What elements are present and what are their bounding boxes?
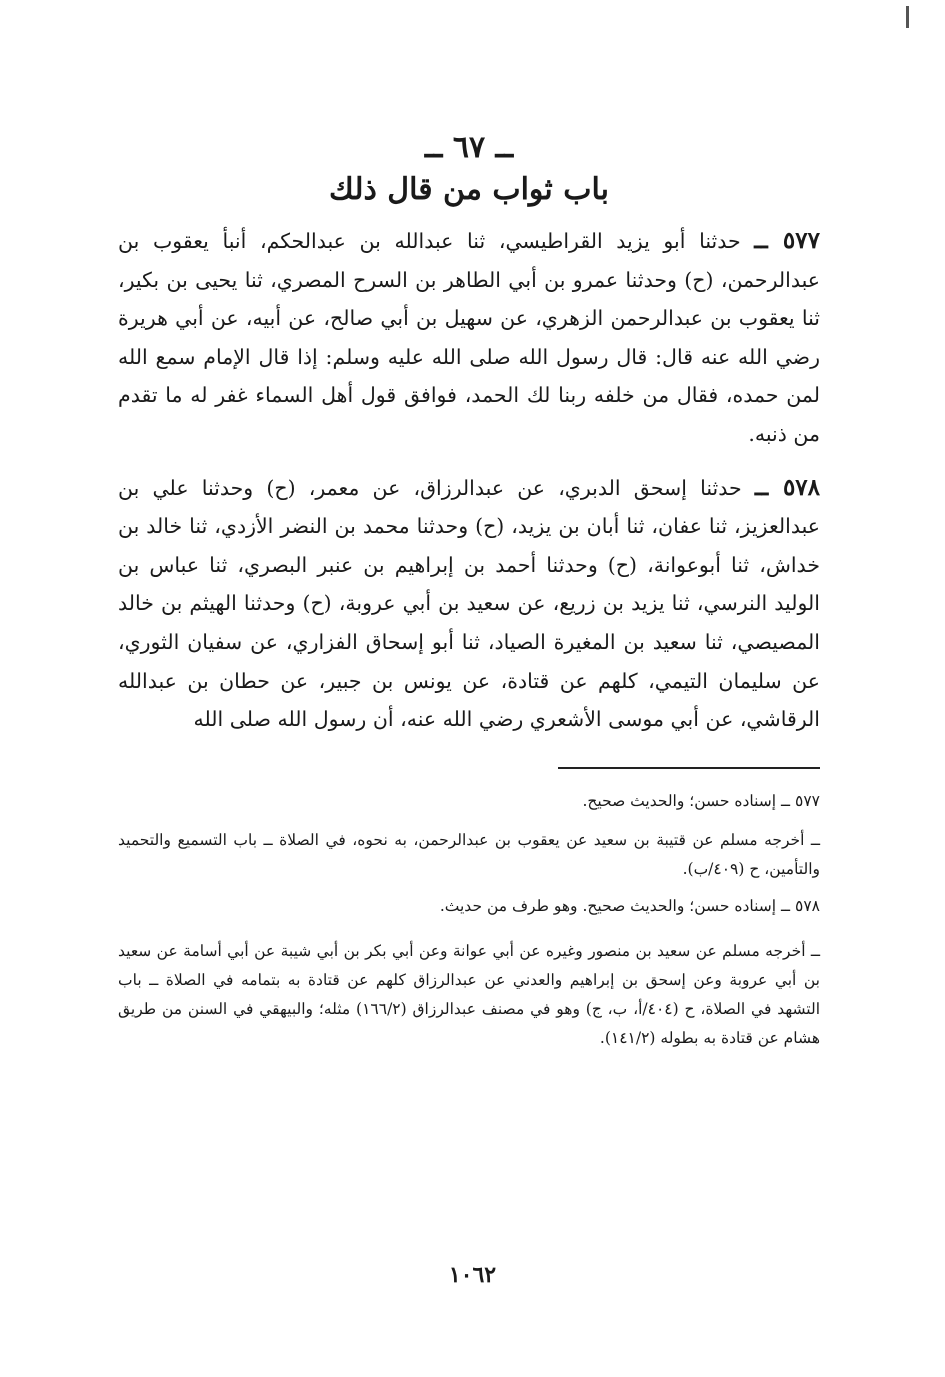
footnote-578-head (118, 892, 820, 921)
footnote-number: ٥٧٨ ــ (781, 896, 820, 915)
footnote-grading: إسناده حسن؛ والحديث صحيح. (582, 791, 777, 810)
chapter-title: باب ثواب من قال ذلك (329, 172, 609, 207)
hadith-578 (118, 469, 820, 739)
hadith-number: ٥٧٧ ــ (754, 227, 820, 254)
hadith-text: حدثنا أبو يزيد القراطيسي، ثنا عبدالله بن عبدالحكم، أنبأ يعقوب بن عبدالرحمن، (ح) وحدثنا عمرو بن أبي الطاهر بن السرح المصري، ثنا يحيى بن بكير، ثنا يعقوب بن عبدالرحمن الزهري، عن سهيل بن أبي صالح، عن أبيه، عن أبي هريرة رضي الله عنه قال: قال رسول الله صلى الله عليه وسلم: إذا قال الإمام سمع الله لمن حمده، فقال من خلفه ربنا لك الحمد، فوافق قول أهل السماء غفر له ما تقدم من ذنبه. (118, 229, 820, 446)
footnote-divider (558, 767, 820, 769)
footnote-577-head (118, 787, 820, 816)
footnote-578-source: ــ أخرجه مسلم عن سعيد بن منصور وغيره عن أبي عوانة وعن أبي بكر بن أبي شيبة عن أبي أسامة عن سعيد بن أبي عروبة وعن إسحق بن إبراهيم والعدني عن عبدالرزاق كلهم عن قتادة به بتمامه في الصلاة ــ باب التشهد في الصلاة، ح (٤٠٤/أ، ب، ج) وهو في مصنف عبدالرزاق (١٦٦/٢) مثله؛ والبيهقي في السنن من طريق هشام عن قتادة به بطوله (١٤١/٢). (118, 941, 821, 1047)
document-page (118, 128, 820, 1061)
hadith-text: حدثنا إسحق الدبري، عن عبدالرزاق، عن معمر، (ح) وحدثنا علي بن عبدالعزيز، ثنا عفان، ثنا أبان بن يزيد، (ح) وحدثنا محمد بن النضر الأزدي، ثنا خالد بن خداش، ثنا أبوعوانة، (ح) وحدثنا أحمد بن إبراهيم بن عنبر البصري، ثنا عباس بن الوليد النرسي، ثنا يزيد بن زريع، عن سعيد بن أبي عروبة، (ح) وحدثنا الهيثم بن خالد المصيصي، ثنا سعيد بن المغيرة الصياد، ثنا أبو إسحاق الفزاري، عن سفيان الثوري، عن سليمان التيمي، كلهم عن قتادة، عن يونس بن جبير، عن حطان بن عبدالله الرقاشي، عن أبي موسى الأشعري رضي الله عنه، أن رسول الله صلى الله (118, 475, 820, 732)
scan-edge-mark (906, 6, 909, 28)
section-number: ــ ٦٧ ــ (424, 130, 514, 165)
page-number: ١٠٦٢ (448, 1262, 497, 1288)
footnote-grading: إسناده حسن؛ والحديث صحيح. وهو طرف من حديث. (439, 896, 777, 915)
footnote-number: ٥٧٧ ــ (781, 791, 820, 810)
hadith-number: ٥٧٨ ــ (754, 473, 820, 501)
footnote-577-source: ــ أخرجه مسلم عن قتيبة بن سعيد عن يعقوب بن عبدالرحمن، به نحوه، في الصلاة ــ باب التسميع والتحميد والتأمين، ح (٤٠٩/ب). (118, 830, 820, 878)
hadith-577 (118, 222, 820, 454)
